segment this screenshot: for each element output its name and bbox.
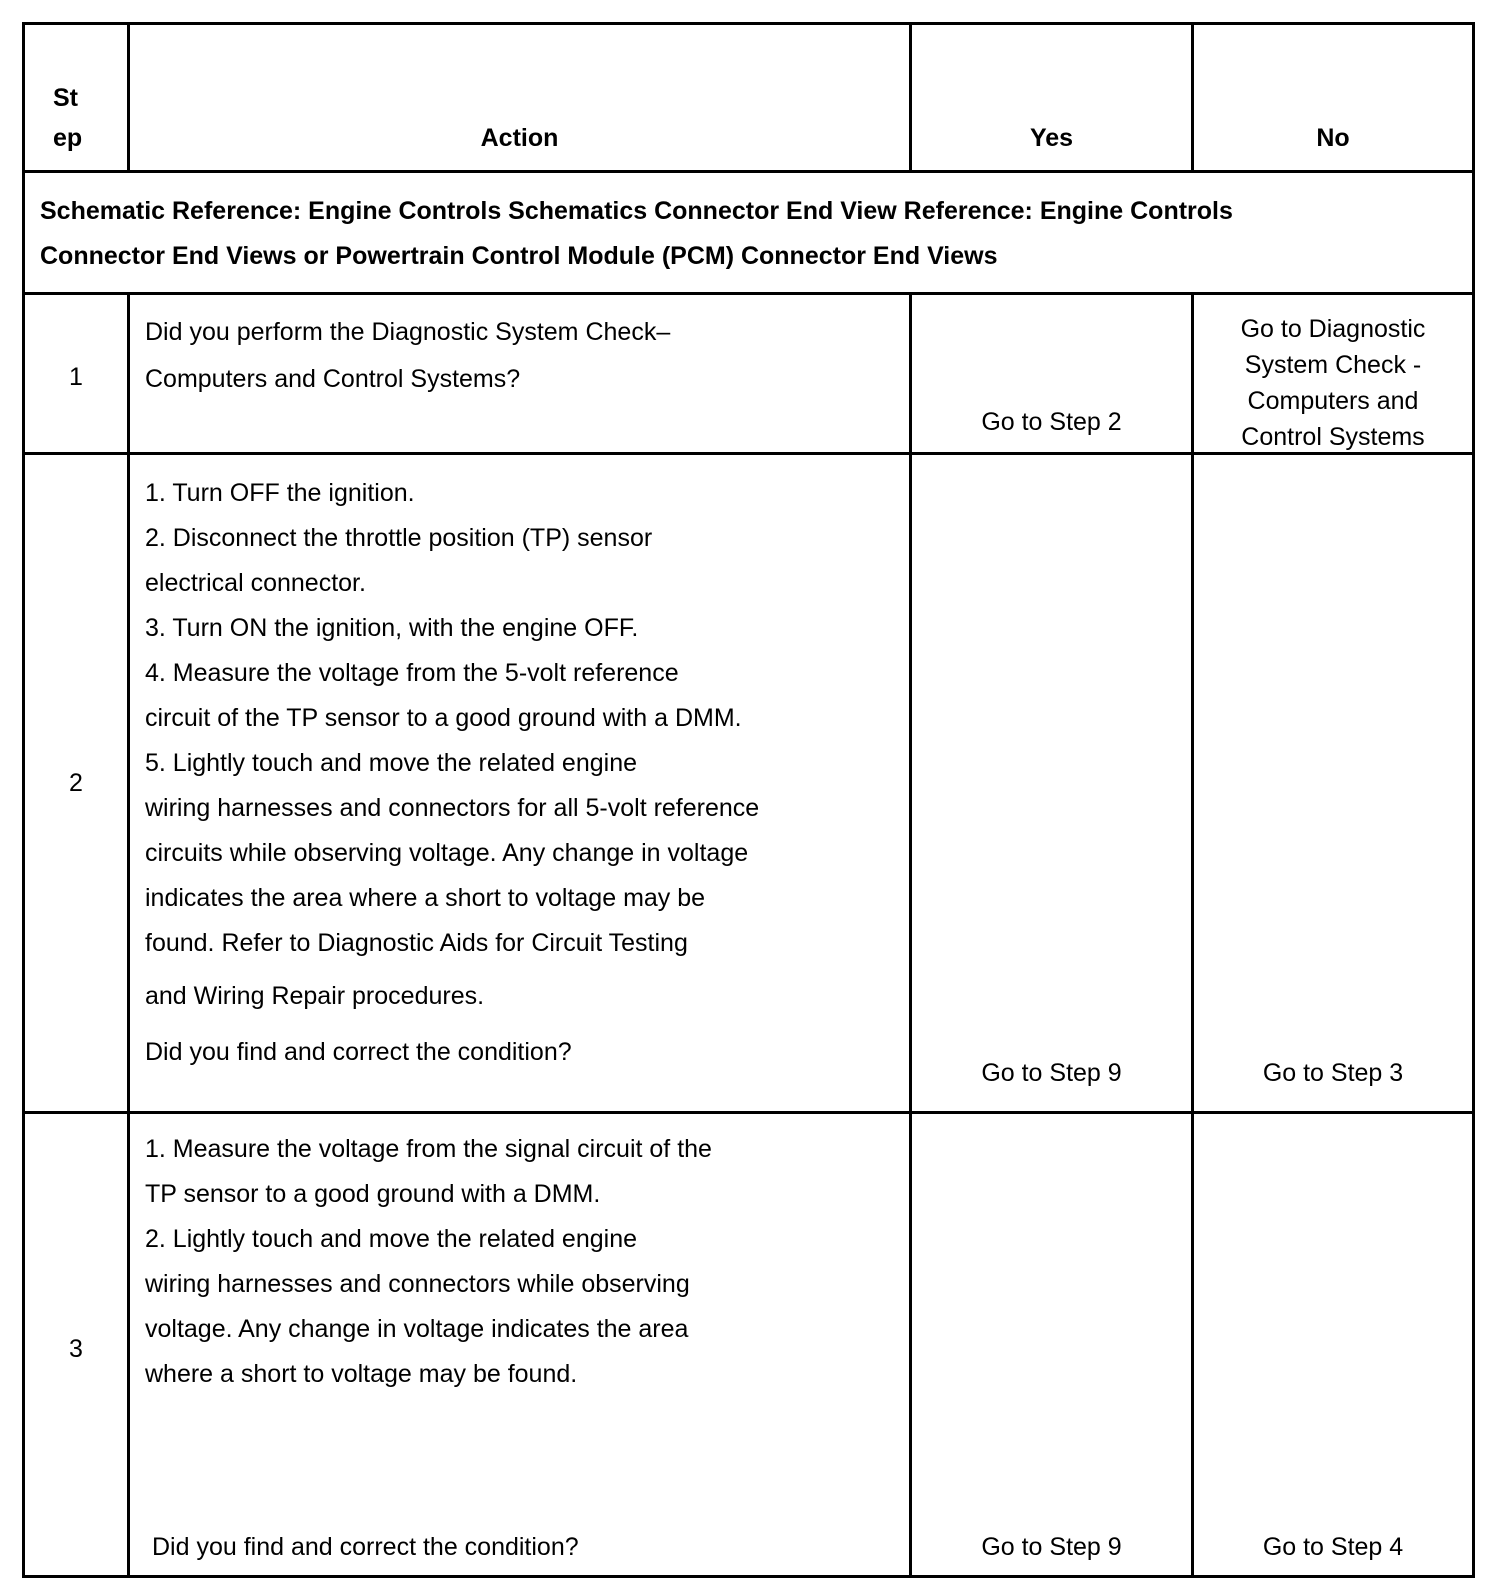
header-action: Action (480, 124, 559, 152)
action-line: 1. Turn OFF the ignition. (145, 479, 415, 507)
column-divider-yes (1191, 292, 1194, 1578)
step-number: 2 (69, 769, 83, 797)
action-line: found. Refer to Diagnostic Aids for Circuit Testing (145, 929, 688, 957)
action-line: indicates the area where a short to voltage may be (145, 884, 706, 912)
action-line: Computers and Control Systems? (145, 365, 521, 393)
action-line: 4. Measure the voltage from the 5-volt reference (145, 659, 679, 687)
reference-line-1: Schematic Reference: Engine Controls Schematics Connector End View Reference: Engine Controls (40, 197, 1233, 225)
header-yes: Yes (1029, 124, 1074, 152)
yes-result: Go to Step 9 (981, 1533, 1122, 1561)
header-step-line2: ep (53, 124, 83, 152)
action-line: 2. Disconnect the throttle position (TP) sensor (145, 524, 653, 552)
row-divider-reference (22, 292, 1475, 295)
no-result-line: Control Systems (1241, 423, 1425, 451)
row-divider-header (22, 170, 1475, 173)
yes-result: Go to Step 9 (981, 1059, 1122, 1087)
action-line: 2. Lightly touch and move the related engine (145, 1225, 638, 1253)
action-line: wiring harnesses and connectors for all 5-volt reference (145, 794, 760, 822)
no-result-line: Go to Diagnostic (1240, 315, 1426, 343)
reference-line-2: Connector End Views or Powertrain Control Module (PCM) Connector End Views (40, 242, 998, 270)
step-number: 3 (69, 1335, 83, 1363)
action-question: Did you find and correct the condition? (152, 1533, 579, 1561)
step-number: 1 (69, 363, 83, 391)
action-line: electrical connector. (145, 569, 366, 597)
header-no: No (1316, 124, 1350, 152)
row-divider-step1 (22, 452, 1475, 455)
yes-result: Go to Step 2 (981, 408, 1122, 436)
action-line: where a short to voltage may be found. (145, 1360, 578, 1388)
table-border-right (1472, 22, 1475, 1578)
action-question: Did you find and correct the condition? (145, 1038, 572, 1066)
table-border-top (22, 22, 1475, 25)
action-line: circuits while observing voltage. Any change in voltage (145, 839, 749, 867)
column-divider-step (127, 292, 130, 1578)
no-result: Go to Step 3 (1262, 1059, 1404, 1087)
action-line: voltage. Any change in voltage indicates the area (145, 1315, 689, 1343)
action-line: Did you perform the Diagnostic System Check– (145, 318, 671, 346)
action-line: wiring harnesses and connectors while observing (145, 1270, 690, 1298)
no-result-line: System Check - (1244, 351, 1422, 379)
action-line: 3. Turn ON the ignition, with the engine OFF. (145, 614, 639, 642)
header-step-line1: St (53, 84, 78, 112)
row-divider-step2 (22, 1111, 1475, 1114)
table-border-bottom (22, 1575, 1475, 1578)
column-divider-action (909, 292, 912, 1578)
action-line: 1. Measure the voltage from the signal circuit of the (145, 1135, 712, 1163)
no-result-line: Computers and (1247, 387, 1419, 415)
no-result: Go to Step 4 (1262, 1533, 1404, 1561)
action-line: circuit of the TP sensor to a good ground with a DMM. (145, 704, 742, 732)
action-line: and Wiring Repair procedures. (145, 982, 485, 1010)
action-line: 5. Lightly touch and move the related engine (145, 749, 638, 777)
action-line: TP sensor to a good ground with a DMM. (145, 1180, 601, 1208)
